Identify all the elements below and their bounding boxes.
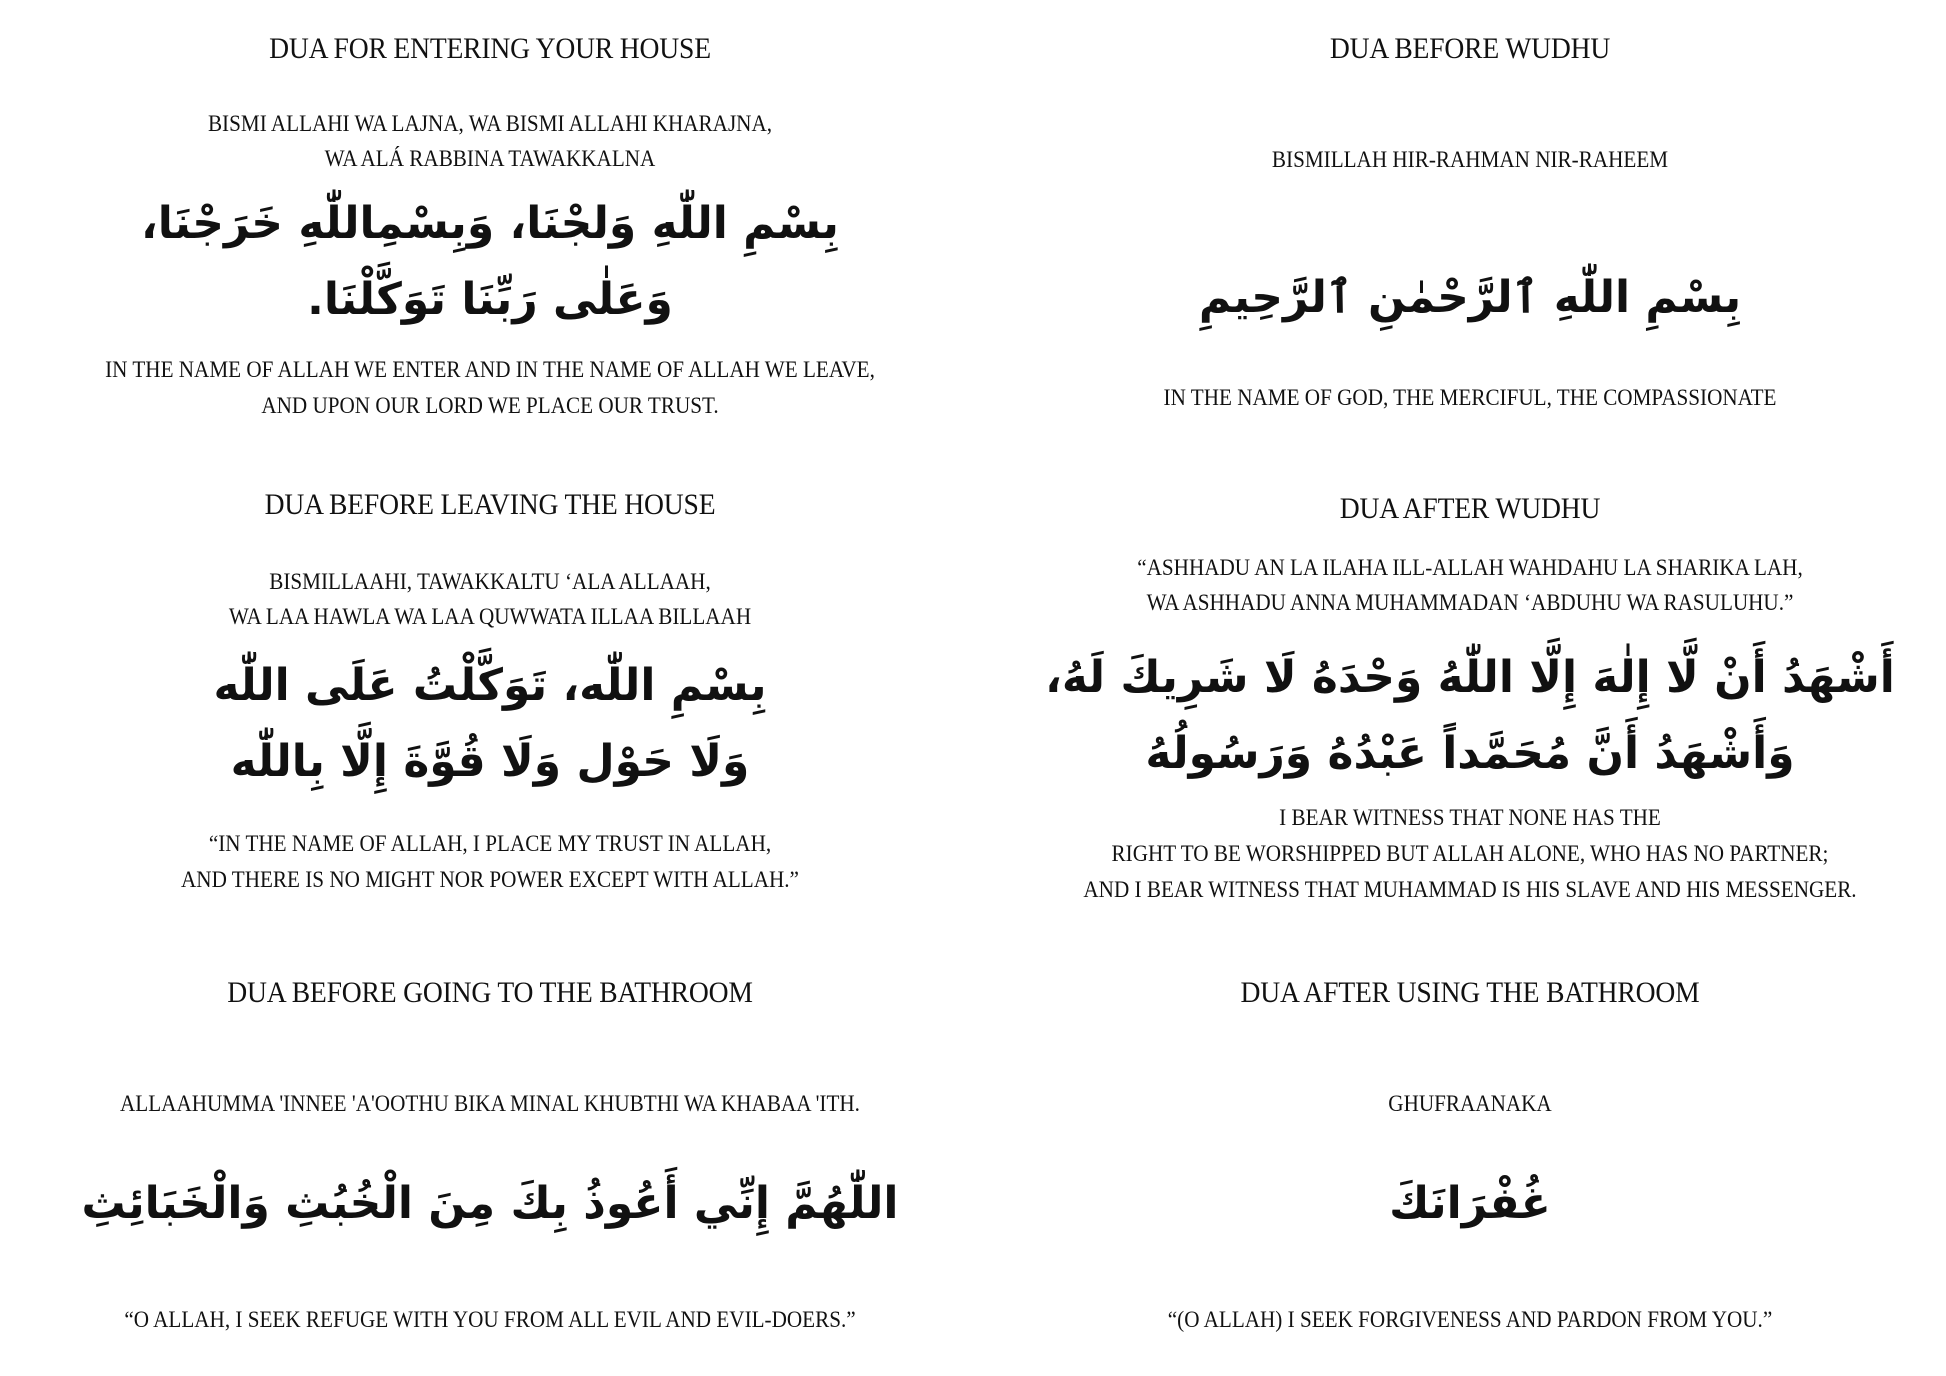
section-before-wudhu: [1020, 32, 1920, 66]
section-entering-house: [40, 32, 940, 66]
arabic-text: أَشْهَدُ أَنْ لَّا إِلٰهَ إِلَّا اللّٰهُ وَحْدَهُ لَا شَرِيكَ لَهُ، وَأَشْهَدُ أَنَّ مُحَمَّداً عَبْدُهُ وَرَسُولُهُ: [1045, 652, 1895, 779]
translation: “IN THE NAME OF ALLAH, I PLACE MY TRUST IN ALLAH, AND THERE IS NO MIGHT NOR POWER EXCEPT WITH ALLAH.”: [181, 831, 799, 892]
section-title: DUA AFTER USING THE BATHROOM: [1240, 976, 1700, 1009]
transliteration: “ASHHADU AN LA ILAHA ILL-ALLAH WAHDAHU LA SHARIKA LAH, WA ASHHADU ANNA MUHAMMADAN ‘ABDUHU WA RASULUHU.”: [1137, 555, 1803, 615]
section-title: DUA BEFORE GOING TO THE BATHROOM: [227, 976, 753, 1009]
section-going-to-bathroom: [40, 976, 940, 1010]
arabic-text: بِسْمِ اللّٰهِ وَلجْنَا، وَبِسْمِاللّٰهِ خَرَجْنَا، وَعَلٰى رَبِّنَا تَوَكَّلْنَا.: [141, 198, 839, 325]
transliteration: BISMILLAH HIR-RAHMAN NIR-RAHEEM: [1271, 147, 1669, 172]
arabic-text: اللّٰهُمَّ إِنِّي أَعُوذُ بِكَ مِنَ الْخُبُثِ وَالْخَبَائِثِ: [81, 1178, 899, 1229]
section-after-wudhu: [1020, 492, 1920, 526]
arabic-text: غُفْرَانَكَ: [1389, 1178, 1551, 1229]
section-title: DUA FOR ENTERING YOUR HOUSE: [269, 32, 711, 65]
section-leaving-house: [40, 488, 940, 522]
section-after-bathroom: [1020, 976, 1920, 1010]
section-title: DUA AFTER WUDHU: [1339, 492, 1601, 525]
section-title: DUA BEFORE LEAVING THE HOUSE: [264, 488, 716, 521]
arabic-text: بِسْمِ اللّٰه، تَوَكَّلْتُ عَلَى اللّٰه وَلَا حَوْل وَلَا قُوَّةَ إِلَّا بِاللّٰه: [213, 660, 767, 787]
translation: I BEAR WITNESS THAT NONE HAS THE RIGHT TO BE WORSHIPPED BUT ALLAH ALONE, WHO HAS NO PARTNER; AND I BEAR WITNESS THAT MUHAMMAD IS HIS SLAVE AND HIS MESSENGER.: [1083, 805, 1857, 902]
translation: IN THE NAME OF GOD, THE MERCIFUL, THE COMPASSIONATE: [1163, 385, 1777, 410]
transliteration: GHUFRAANAKA: [1388, 1091, 1552, 1116]
section-title: DUA BEFORE WUDHU: [1329, 32, 1611, 65]
transliteration: BISMI ALLAHI WA LAJNA, WA BISMI ALLAHI KHARAJNA, WA ALÁ RABBINA TAWAKKALNA: [207, 111, 773, 171]
transliteration: BISMILLAAHI, TAWAKKALTU ‘ALA ALLAAH, WA LAA HAWLA WA LAA QUWWATA ILLAA BILLAAH: [228, 569, 752, 629]
transliteration: ALLAAHUMMA 'INNEE 'A'OOTHU BIKA MINAL KHUBTHI WA KHABAA 'ITH.: [120, 1091, 860, 1116]
translation: “(O ALLAH) I SEEK FORGIVENESS AND PARDON FROM YOU.”: [1167, 1307, 1773, 1332]
translation: “O ALLAH, I SEEK REFUGE WITH YOU FROM ALL EVIL AND EVIL-DOERS.”: [124, 1307, 856, 1332]
translation: IN THE NAME OF ALLAH WE ENTER AND IN THE NAME OF ALLAH WE LEAVE, AND UPON OUR LORD WE PLACE OUR TRUST.: [105, 357, 875, 418]
arabic-text: بِسْمِ اللّٰهِ ٱلرَّحْمٰنِ ٱلرَّحِيمِ: [1198, 272, 1742, 323]
